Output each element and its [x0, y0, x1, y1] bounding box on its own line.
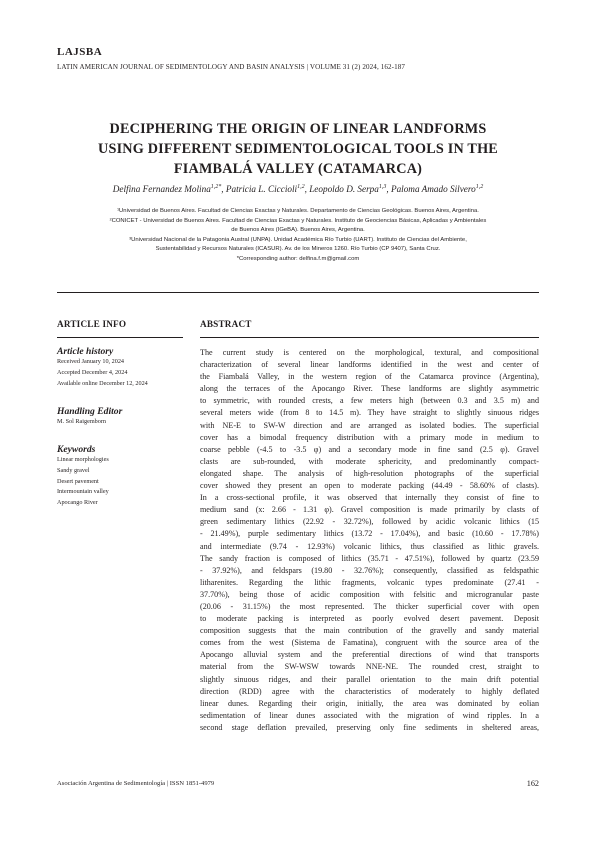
abstract-line: green sedimentary lithics (22.92 - 32.72%), followed by acidic volcanic lithics (15: [200, 517, 539, 527]
abstract-line: direction (RDD) agree with the characteristics of moderately to highly deflated: [200, 686, 539, 696]
page-footer: [57, 780, 539, 787]
abstract-line: medium sand (x: 2.66 - 1.31 φ). Gravel composition is made primarily by clasts of: [200, 505, 539, 515]
abstract-line: Apocango alluvial system and the preferential directions of wind that transports: [200, 650, 539, 660]
author-name: Leopoldo D. Serpa: [309, 184, 379, 195]
editor-name: M. Sol Raigemborn: [57, 418, 106, 425]
keyword: Linear morphologies: [57, 456, 109, 463]
footer-publisher: Asociación Argentina de Sedimentología | ISSN 1851-4979: [57, 780, 215, 787]
handling-editor-heading: Handling Editor: [57, 406, 123, 417]
journal-header: [57, 46, 539, 71]
abstract-line: several meters wide (from 8 to 14.5 m). They have straight to slightly sinuous ridges: [200, 408, 539, 418]
keyword: Apocango River: [57, 499, 98, 507]
abstract-line: cover has a bimodal frequency distribution with a primary mode in medium to: [200, 432, 539, 442]
abstract-line: cover showed they present an open to moderate packing (44.49 - 58.60% of clasts).: [200, 481, 539, 491]
title-line: FIAMBALÁ VALLEY (CATAMARCA): [173, 161, 423, 177]
journal-abbreviation: LAJSBA: [57, 46, 103, 58]
abstract-line: - 21.49%), purple sedimentary lithics (13.72 - 17.04%), and basic (10.60 - 17.78%): [200, 529, 539, 539]
page-number: 162: [526, 779, 539, 788]
abstract-line: The current study is centered on the morphological, textural, and compositional: [200, 348, 539, 357]
abstract-line: material from the SW-WSW towards NNE-NE. The rounded crest, straight to: [200, 662, 539, 672]
journal-volume-line: LATIN AMERICAN JOURNAL OF SEDIMENTOLOGY AND BASIN ANALYSIS | VOLUME 31 (2) 2024, 162-187: [57, 63, 406, 71]
header-divider: [57, 292, 539, 293]
abstract-line: second stage deflation prevailed, preserving only fine sediments in sheltered areas,: [200, 722, 539, 732]
abstract-line: composition suggests that the main contribution of the gravelly and sandy material: [200, 626, 539, 636]
keywords: [57, 444, 187, 509]
abstract-line: to symmetric, with rounded crests, a few meters high (between 0.3 and 3.5 m) and: [200, 396, 539, 406]
abstract-line: sedimentation of linear dunes associated with the migration of wind ripples. In a: [200, 710, 539, 720]
author-list: Delfina Fernandez Molina$^{1,2*}$, Patricia L. Ciccioli$^{1,2}$, Leopoldo D. Serpa$^{1,3}$, Paloma Amado Silvero$^{1,2}$: [112, 184, 484, 195]
affiliation-line: ³Universidad Nacional de la Patagonia Austral (UNPA). Unidad Académica Río Turbio (UART). Instituto de Ciencias del Ambiente,: [129, 236, 467, 243]
abstract-line: along the terraces of the Apocango River. These landforms are slightly asymmetric: [200, 384, 539, 394]
abstract-line: elongated shape. The analysis of high-resolution photographs of the superficial: [200, 468, 539, 478]
abstract-line: 37.70%), being those of acidic composition with felsitic and microgranular paste: [200, 589, 539, 599]
handling-editor: [57, 406, 187, 428]
keyword: Desert pavement: [57, 477, 99, 485]
abstract-line: - 37.92%), and feldspars (19.80 - 32.76%); consequently, classified as feldspathic: [200, 565, 539, 575]
author-name: Patricia L. Ciccioli: [225, 184, 298, 195]
author-name: Paloma Amado Silvero: [390, 184, 476, 195]
abstract-line: comes from the west (Sistema de Famatina), congruent with the source area of the: [200, 638, 539, 648]
abstract-body: [200, 347, 539, 734]
abstract-line: (20.06 - 31.15%) the most represented. The thicker superficial cover with open: [200, 601, 539, 611]
author-affiliation-mark: 1,2*: [210, 184, 222, 190]
author-affiliation-mark: 1,2: [475, 184, 484, 190]
abstract-line: and intermediate (9.74 - 12.93%) volcanic lithics, thus classified as lithic gravels.: [200, 541, 539, 551]
article-history-heading: Article history: [57, 346, 114, 357]
abstract-line: The sandy fraction is composed of lithics (35.71 - 47.51%), followed by quartz (23.59: [200, 553, 539, 563]
abstract-line: the Fiambalá Valley, in the western region of the Catamarca province (Argentina),: [200, 372, 539, 382]
online-date: Available online December 12, 2024: [57, 379, 148, 387]
keyword: Sandy gravel: [57, 466, 90, 474]
article-history: [57, 346, 187, 389]
received-date: Received January 10, 2024: [57, 358, 125, 365]
abstract-line: In a cross-sectional profile, it was observed that internally they consist of fine to: [200, 493, 539, 503]
abstract-line: linear dunes. Regarding their origin, initially, the area was dominated by eolian: [200, 698, 539, 708]
corresponding-author: *Corresponding author: delfina.f.m@gmail.com: [236, 255, 360, 262]
title-line: DECIPHERING THE ORIGIN OF LINEAR LANDFORMS: [109, 121, 487, 137]
author-name: Delfina Fernandez Molina: [112, 184, 211, 195]
abstract-line: characterization of several linear landforms identified in the west and center of: [200, 360, 539, 370]
abstract-line: slightly sinuous ridges, and their parallel orientation to the main drift potential: [200, 674, 539, 684]
affiliation-line: ²CONICET - Universidad de Buenos Aires. Facultad de Ciencias Exactas y Naturales. Instituto de Geociencias Básicas, Aplicadas y Ambientales: [109, 217, 487, 224]
article-info-divider: [57, 337, 183, 338]
author-affiliation-mark: 1,3: [378, 184, 387, 190]
author-affiliation-mark: 1,2: [297, 184, 305, 190]
title-line: USING DIFFERENT SEDIMENTOLOGICAL TOOLS IN THE: [98, 141, 498, 157]
abstract-line: coarse pebble (-4.5 to -3.5 φ) and a secondary mode in fine sand (2.5 φ). Gravel: [200, 444, 539, 454]
affiliation-line: Sustentabilidad y Recursos Naturales (ICASUR). Av. de los Mineros 1260. Río Turbio (CP 9407), Santa Cruz.: [155, 246, 441, 253]
abstract-divider: [200, 337, 539, 338]
abstract-heading: ABSTRACT: [200, 319, 252, 329]
accepted-date: Accepted December 4, 2024: [57, 368, 128, 376]
article-title: [57, 119, 539, 179]
abstract-line: clasts are sub-rounded, with moderate sphericity, and predominantly compact-: [200, 456, 539, 466]
article-info-heading: ARTICLE INFO: [57, 319, 127, 329]
abstract-line: with NE-E to SW-W direction and are arranged as isolated bodies. The superficial: [200, 420, 539, 430]
affiliation-line: de Buenos Aires (IGeBA). Buenos Aires, Argentina.: [231, 227, 365, 234]
abstract-line: to moderate packing is interpreted as poorly evolved desert pavement. Deposit: [200, 614, 539, 624]
affiliation-line: ¹Universidad de Buenos Aires. Facultad de Ciencias Exactas y Naturales. Departamento de Ciencias Geológicas. Buenos Aires, Argentina.: [117, 208, 479, 214]
abstract-line: litharenites. Regarding the lithic fragments, volcanic types predominate (27.41 -: [200, 577, 539, 587]
affiliations: [62, 207, 534, 265]
keyword: Intermountain valley: [57, 488, 109, 496]
keywords-heading: Keywords: [57, 444, 96, 455]
